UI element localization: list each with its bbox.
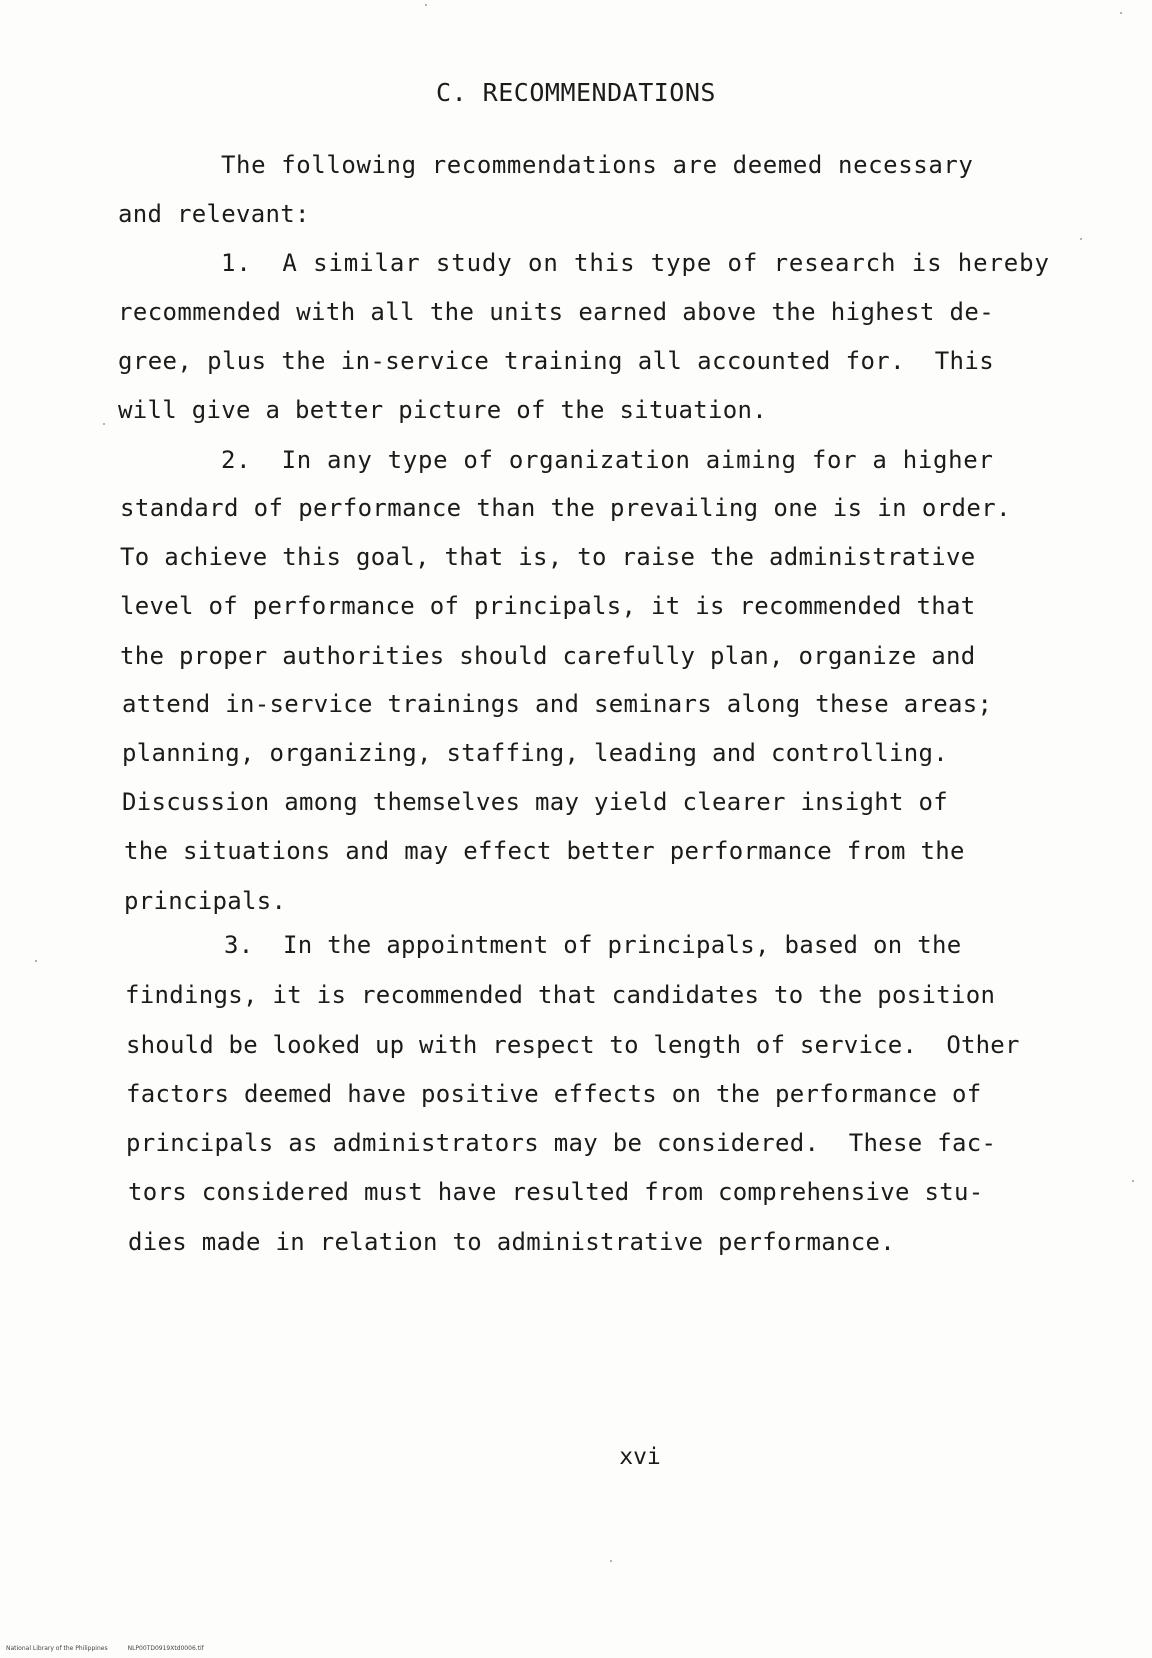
text-line: attend in-service trainings and seminars along these areas; [122,690,993,718]
page-number: xvi [619,1444,661,1470]
scan-speck [103,423,105,425]
text-line: findings, it is recommended that candidates to the position [125,981,996,1009]
text-line: principals. [124,887,287,915]
scan-speck [1080,238,1082,240]
text-line: standard of performance than the prevailing one is in order. [120,494,1011,522]
footer-library: National Library of the Philippines [6,1645,108,1652]
text-line: planning, organizing, staffing, leading and controlling. [122,739,948,767]
text-line: To achieve this goal, that is, to raise the administrative [120,543,976,571]
text-line: level of performance of principals, it is recommended that [120,592,976,620]
text-line: 2. In any type of organization aiming for a higher [221,446,994,474]
text-line: tors considered must have resulted from comprehensive stu- [128,1178,984,1206]
text-line: dies made in relation to administrative performance. [128,1228,895,1256]
scan-speck [35,960,37,962]
scan-footer [6,1645,224,1652]
text-line: recommended with all the units earned above the highest de- [118,298,995,326]
scan-speck [1132,1180,1134,1182]
text-line: should be looked up with respect to length of service. Other [126,1031,1020,1059]
text-line: factors deemed have positive effects on the performance of [126,1080,982,1108]
scan-speck [610,1560,612,1562]
text-line: gree, plus the in-service training all accounted for. This [118,347,995,375]
text-line: the situations and may effect better performance from the [124,837,965,865]
text-line: 3. In the appointment of principals, based on the [224,931,962,959]
scan-speck [1120,12,1122,14]
scan-speck [425,4,427,6]
text-line: and relevant: [118,200,310,228]
text-line: will give a better picture of the situation. [118,396,767,424]
text-line: principals as administrators may be considered. These fac- [126,1129,997,1157]
footer-file-id: NLP00TD0919Xtd0006.tif [127,1645,204,1652]
text-line: 1. A similar study on this type of research is hereby [221,249,1050,277]
text-line: the proper authorities should carefully plan, organize and [120,642,976,670]
text-line: Discussion among themselves may yield clearer insight of [122,788,948,816]
text-line: The following recommendations are deemed necessary [221,151,974,179]
section-heading: C. RECOMMENDATIONS [436,78,716,107]
